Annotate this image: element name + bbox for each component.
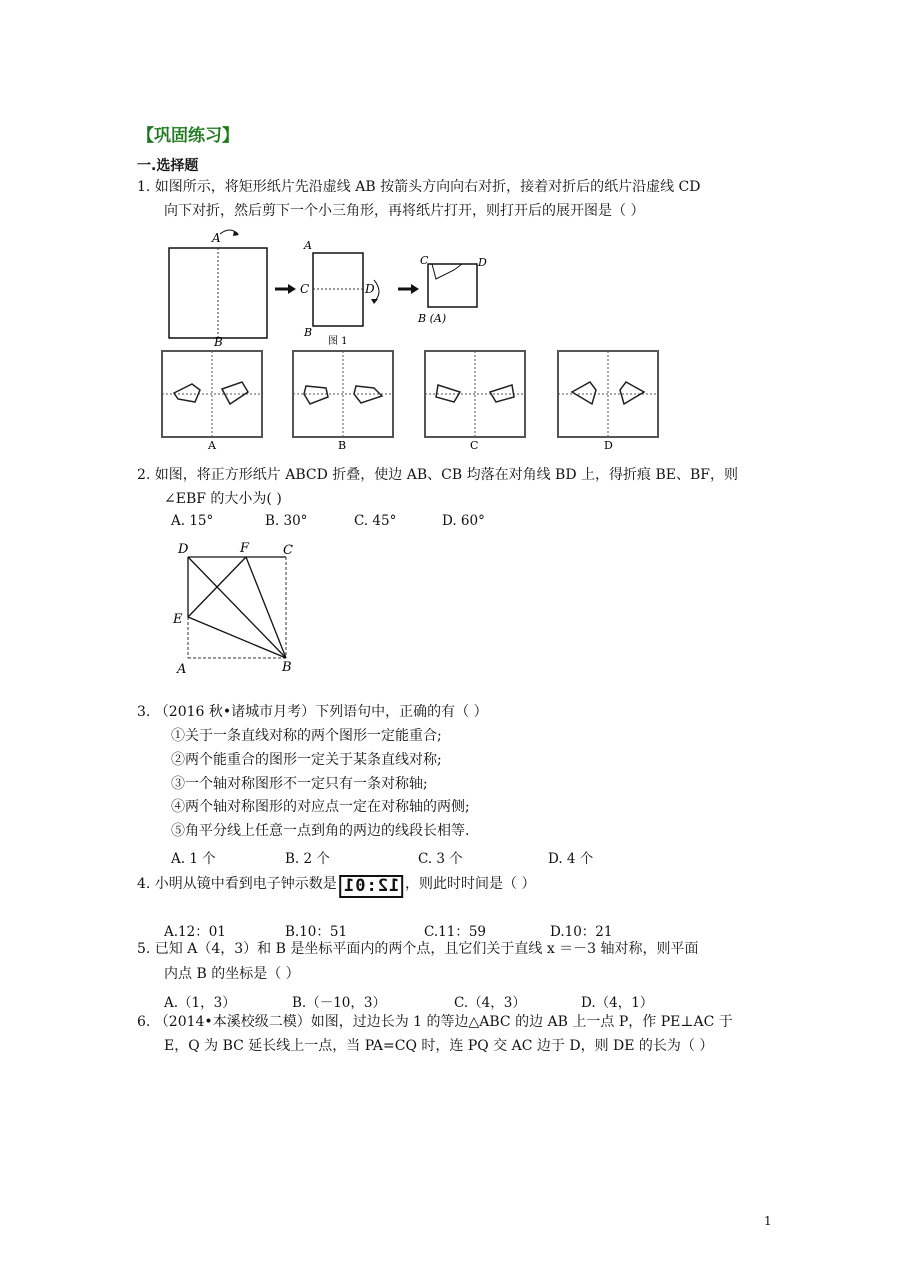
q4-option-a: A.12：01 — [164, 924, 226, 940]
svg-text:B: B — [304, 326, 313, 339]
q3-option-c: C. 3 个 — [418, 851, 463, 867]
q6-line2: E，Q 为 BC 延长线上一点，当 PA=CQ 时，连 PQ 交 AC 边于 D，则 DE 的长为（ ） — [164, 1038, 714, 1054]
svg-text:F: F — [240, 541, 250, 556]
q4-option-c: C.11：59 — [424, 924, 486, 940]
svg-text:A: A — [208, 439, 216, 450]
q5-line1: 5. 已知 A（4，3）和 B 是坐标平面内的两个点，且它们关于直线 x ＝－3 轴对称，则平面 — [137, 941, 699, 957]
q6-line1: 6. （2014•本溪校级二模）如图，过边长为 1 的等边△ABC 的边 AB 上一点 P，作 PE⊥AC 于 — [137, 1014, 733, 1030]
svg-text:B: B — [338, 439, 347, 450]
q4-prefix: 4. 小明从镜中看到电子钟示数是 — [137, 876, 337, 892]
q3-option-b: B. 2 个 — [285, 851, 330, 867]
q2-option-a: A. 15° — [171, 513, 214, 529]
mirror-clock-display: 12:01 — [339, 875, 403, 898]
fig-caption: 图 1 — [328, 336, 348, 347]
label-a: A — [212, 231, 221, 245]
q5-option-c: C.（4，3） — [454, 995, 526, 1011]
svg-text:D: D — [178, 542, 189, 557]
q4-option-b: B.10：51 — [285, 924, 348, 940]
svg-text:B (A): B (A) — [418, 312, 447, 325]
q2-option-c: C. 45° — [354, 513, 397, 529]
q3-statement-4: ④两个轴对称图形的对应点一定在对称轴的两侧; — [171, 799, 470, 815]
label-b: B — [214, 335, 223, 349]
svg-text:A: A — [304, 239, 312, 252]
section-title: 【巩固练习】 — [137, 126, 239, 146]
q5-option-a: A.（1，3） — [164, 995, 236, 1011]
q2-square-figure — [170, 535, 300, 680]
fold-step1 — [169, 230, 267, 349]
q5-line2: 内点 B 的坐标是（ ） — [164, 966, 300, 982]
svg-text:A: A — [177, 662, 187, 677]
fold-step3 — [417, 254, 487, 325]
q3-statement-3: ③一个轴对称图形不一定只有一条对称轴; — [171, 776, 428, 792]
svg-text:D: D — [365, 282, 375, 296]
svg-text:C: C — [283, 543, 293, 558]
option-panel-a — [162, 351, 262, 450]
q3-line1: 3. （2016 秋•诸城市月考）下列语句中，正确的有（ ） — [137, 704, 488, 720]
svg-text:B: B — [282, 660, 292, 675]
svg-text:C: C — [300, 282, 310, 296]
svg-text:D: D — [478, 256, 487, 269]
q4-line1 — [137, 874, 535, 898]
q5-option-b: B.（－10，3） — [292, 995, 386, 1011]
q3-statement-1: ①关于一条直线对称的两个图形一定能重合; — [171, 728, 442, 744]
q3-option-a: A. 1 个 — [171, 851, 216, 867]
option-panel-b — [293, 351, 393, 450]
option-panel-d — [558, 351, 658, 450]
page-number: 1 — [764, 1214, 772, 1228]
section-subtitle: 一.选择题 — [137, 158, 199, 174]
option-panel-c — [425, 351, 525, 450]
q5-option-d: D.（4，1） — [581, 995, 654, 1011]
q2-option-b: B. 30° — [265, 513, 308, 529]
q1-line1: 1. 如图所示，将矩形纸片先沿虚线 AB 按箭头方向向右对折，接着对折后的纸片沿虚线 CD — [137, 179, 701, 195]
svg-text:E: E — [173, 612, 183, 627]
q1-line2: 向下对折，然后剪下一个小三角形，再将纸片打开，则打开后的展开图是（ ） — [164, 203, 645, 219]
q2-line1: 2. 如图，将正方形纸片 ABCD 折叠，使边 AB、CB 均落在对角线 BD 上，得折痕 BE、BF，则 — [137, 467, 738, 483]
q3-statement-2: ②两个能重合的图形一定关于某条直线对称; — [171, 752, 442, 768]
svg-text:C: C — [470, 439, 479, 450]
q3-statement-5: ⑤角平分线上任意一点到角的两边的线段长相等. — [171, 823, 470, 839]
q2-option-d: D. 60° — [442, 513, 485, 529]
q3-option-d: D. 4 个 — [548, 851, 594, 867]
svg-text:C: C — [420, 254, 429, 267]
q4-suffix: ，则此时时间是（ ） — [405, 876, 536, 892]
q2-line2: ∠EBF 的大小为( ) — [164, 491, 282, 507]
q1-figure — [160, 222, 680, 450]
svg-text:D: D — [604, 439, 613, 450]
q4-option-d: D.10：21 — [550, 924, 613, 940]
fold-step2 — [300, 239, 379, 347]
